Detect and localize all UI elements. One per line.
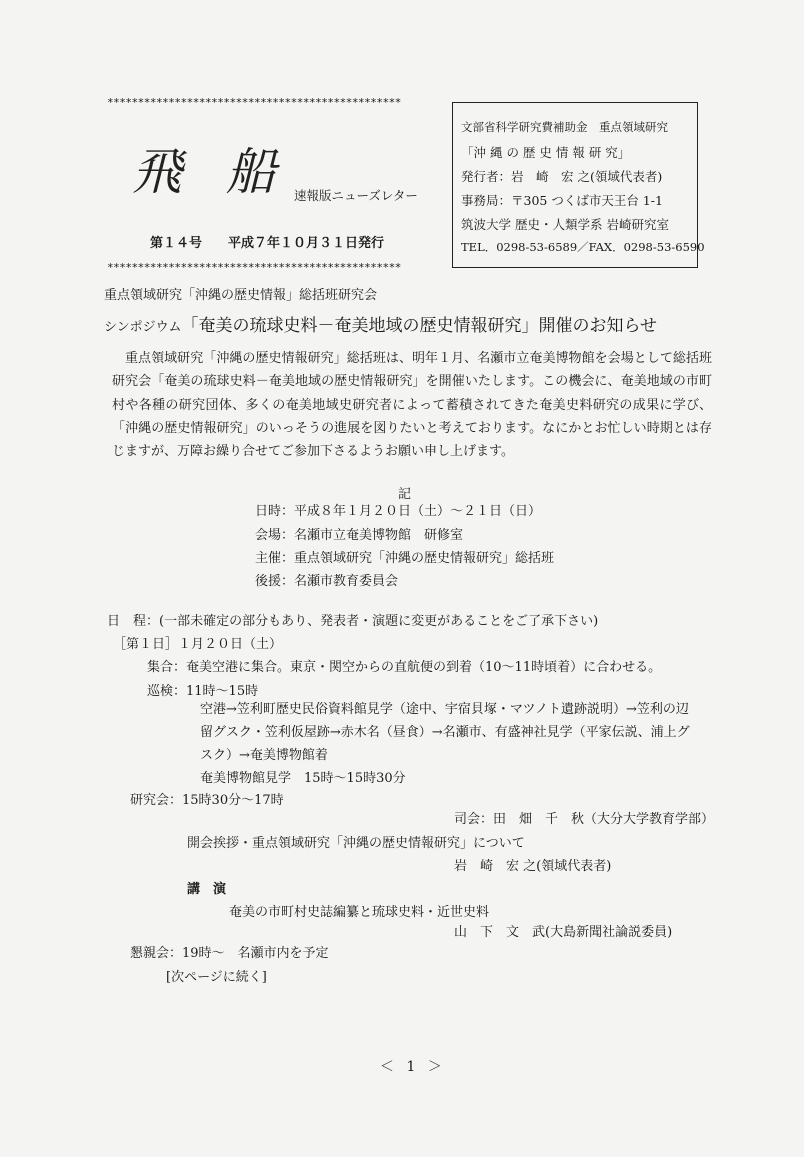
info-line-grant: 文部省科学研究費補助金 重点領域研究 <box>461 120 668 134</box>
newsletter-subtitle: 速報版ニューズレター <box>294 188 418 203</box>
schedule-opening: 開会挨拶・重点領域研究「沖縄の歴史情報研究」について <box>187 836 525 851</box>
newsletter-logo: 飛 船 <box>132 143 290 201</box>
schedule-lecture-label: 講 演 <box>187 882 227 897</box>
schedule-tour-line: 留グスク・笠利仮屋跡→赤木名（昼食）→名瀬市、有盛神社見学（平家伝説、浦上グ <box>200 725 690 740</box>
schedule-heading: 日 程：(一部未確定の部分もあり、発表者・演題に変更があることをご了承下さい) <box>107 614 599 629</box>
info-line-office: 事務局：〒305 つくば市天王台 1-1 <box>461 193 663 208</box>
article-body: 重点領域研究「沖縄の歴史情報研究」総括班は、明年１月、名瀬市立奄美博物館を会場として総括班研究会「奄美の琉球史料－奄美地域の歴史情報研究」を開催いたします。この機会に、奄美地域の市町村や各種の研究団体、多くの奄美地域史研究者によって蓄積されてきた奄美史料研究の成果に学び、「沖縄の歴史情報研究」のいっそうの進展を図りたいと考えております。なにかとお忙しい時期とは存じますが、万障お繰り合せてご参加下さるようお願い申し上げます。 <box>112 351 712 460</box>
notice-date: 日時：平成８年１月２０日（土）～２１日（日） <box>255 504 542 519</box>
page-number: ＜ 1 ＞ <box>380 1059 446 1075</box>
divider-stars-bottom: ************************************************ <box>107 261 401 274</box>
divider-stars-top: ************************************************ <box>107 96 401 109</box>
schedule-lecture-title: 奄美の市町村史誌編纂と琉球史料・近世史料 <box>229 905 490 920</box>
schedule-day1: ［第１日］１月２０日（土） <box>113 637 283 652</box>
info-line-contact: TEL．0298-53-6589／FAX．0298-53-6590 <box>461 240 705 254</box>
article-kicker: 重点領域研究「沖縄の歴史情報」総括班研究会 <box>104 288 378 303</box>
schedule-tour-line: スク）→奄美博物館着 <box>200 748 328 763</box>
schedule-social: 懇親会：19時～ 名瀬市内を予定 <box>130 946 329 961</box>
notice-ki: 記 <box>398 487 412 502</box>
notice-venue: 会場：名瀬市立奄美博物館 研修室 <box>255 528 464 543</box>
info-line-project: 「沖 縄 の 歴 史 情 報 研 究」 <box>461 145 631 160</box>
title-prefix: シンポジウム <box>104 320 182 335</box>
issue-line: 第１４号 平成７年１０月３１日発行 <box>150 236 385 251</box>
notice-host: 主催：重点領域研究「沖縄の歴史情報研究」総括班 <box>255 551 555 566</box>
article-title <box>104 311 657 336</box>
publisher-info-box <box>452 102 705 268</box>
schedule-chair: 司会：田 畑 千 秋（大分大学教育学部） <box>454 812 715 827</box>
schedule-research: 研究会：15時30分～17時 <box>130 793 284 808</box>
schedule-continued: [次ページに続く] <box>166 970 267 985</box>
schedule-tour-line: 空港→笠利町歴史民俗資料館見学（途中、宇宿貝塚・マツノト遺跡説明）→笠利の辺 <box>200 702 689 717</box>
notice-support: 後援：名瀬市教育委員会 <box>255 574 399 589</box>
schedule-lecture-speaker: 山 下 文 武(大島新聞社論説委員) <box>454 925 673 940</box>
title-main: 「奄美の琉球史料－奄美地域の歴史情報研究」開催のお知らせ <box>181 316 658 336</box>
schedule-tour-label: 巡検：11時～15時 <box>147 684 259 699</box>
info-line-publisher: 発行者：岩 崎 宏 之(領域代表者) <box>461 169 663 184</box>
schedule-opening-speaker: 岩 崎 宏 之(領域代表者) <box>454 859 612 874</box>
schedule-tour-line: 奄美博物館見学 15時～15時30分 <box>200 771 406 786</box>
schedule-gather: 集合：奄美空港に集合。東京・関空からの直航便の到着（10～11時頃着）に合わせる。 <box>147 660 662 675</box>
info-line-lab: 筑波大学 歴史・人類学系 岩崎研究室 <box>461 217 669 232</box>
